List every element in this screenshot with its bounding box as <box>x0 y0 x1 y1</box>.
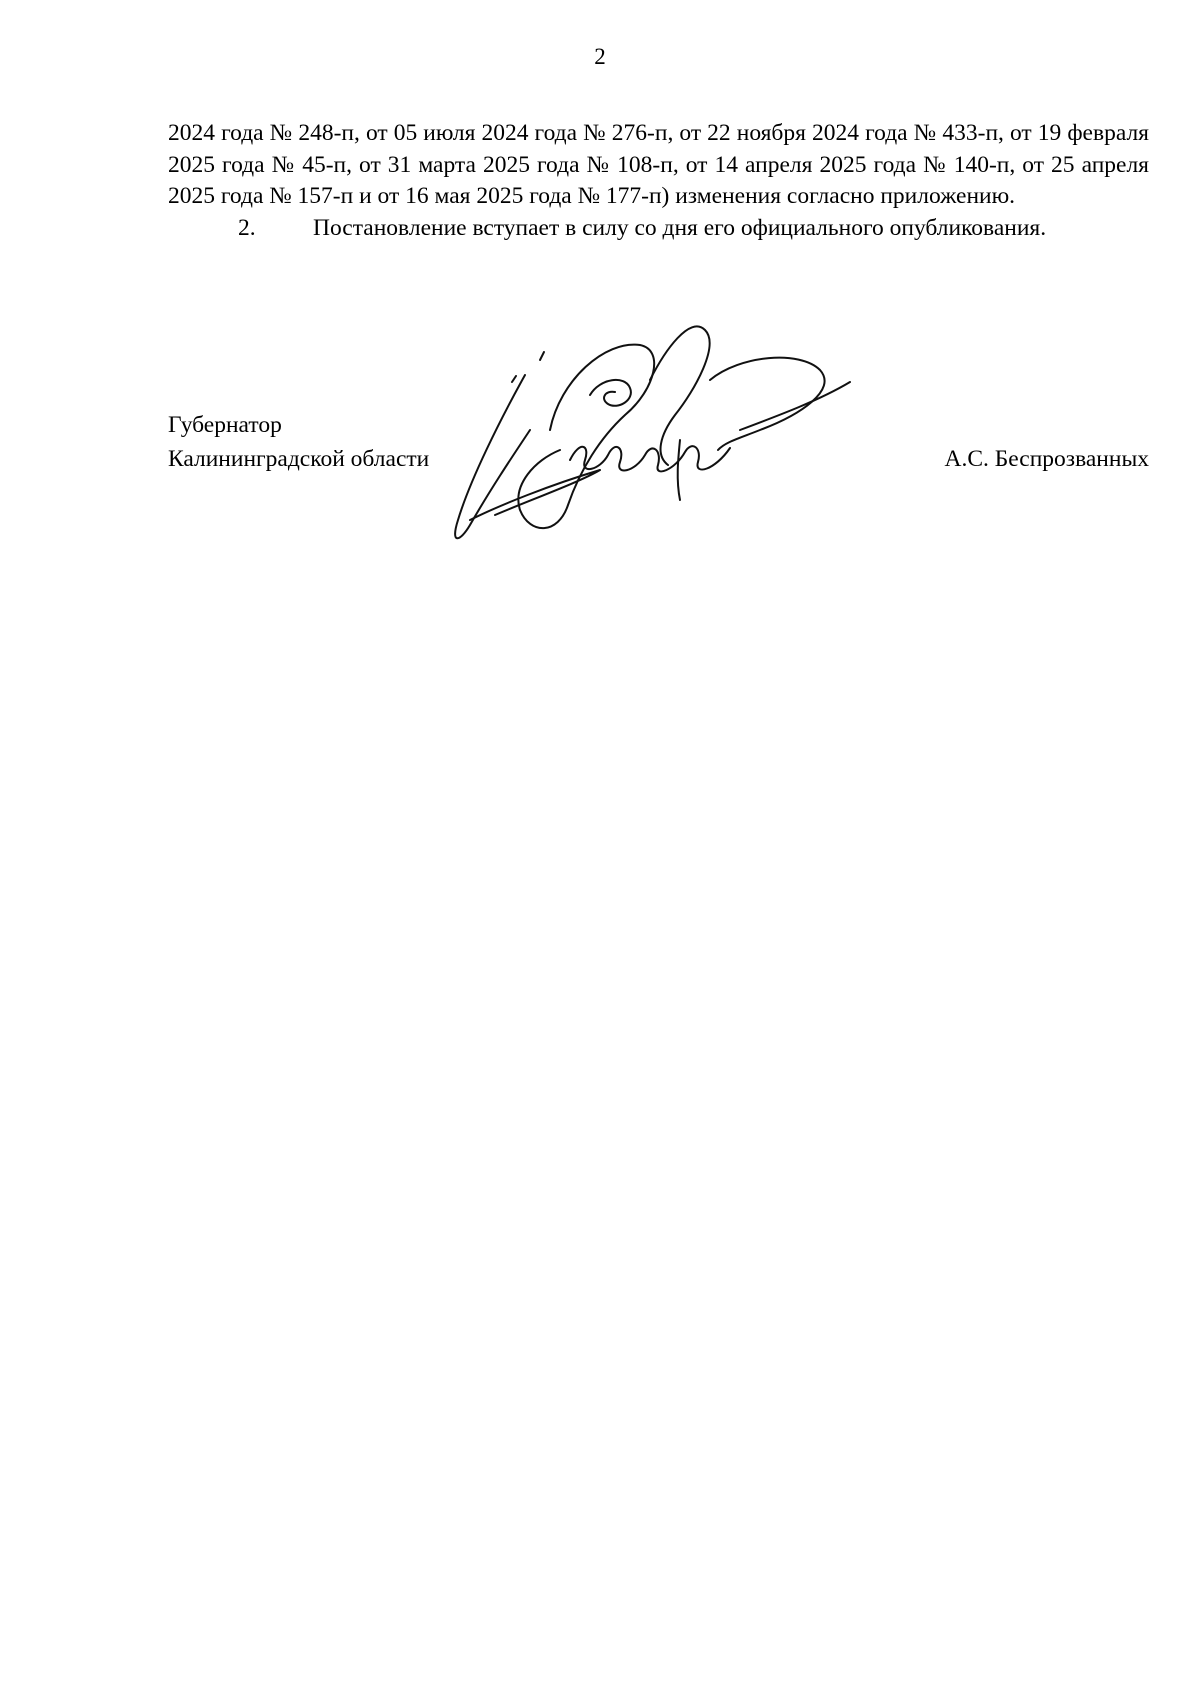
signatory-position <box>168 408 429 476</box>
paragraph-item-2-number: 2. <box>238 214 256 241</box>
document-body <box>168 118 1149 244</box>
page-number: 2 <box>594 44 606 69</box>
continuation-paragraph: 2024 года № 248-п, от 05 июля 2024 года № 276-п, от 22 ноября 2024 года № 433-п, от 19 февраля 2025 года № 45-п, от 31 марта 2025 года № 108-п, от 14 апреля 2025 года № 140-п, от 25 апреля 2025 года № 157-п и от 16 мая 2025 года № 177-п) изменения согласно приложению. <box>168 120 1149 209</box>
signatory-position-line2: Калининградской области <box>168 446 430 472</box>
signatory-position-line1: Губернатор <box>168 412 282 438</box>
signature-block <box>168 408 1149 488</box>
signatory-name: А.С. Беспрозванных <box>944 446 1149 472</box>
paragraph-item-2 <box>168 213 1149 245</box>
paragraph-item-2-text: Постановление вступает в силу со дня его официального опубликования. <box>313 214 1047 241</box>
